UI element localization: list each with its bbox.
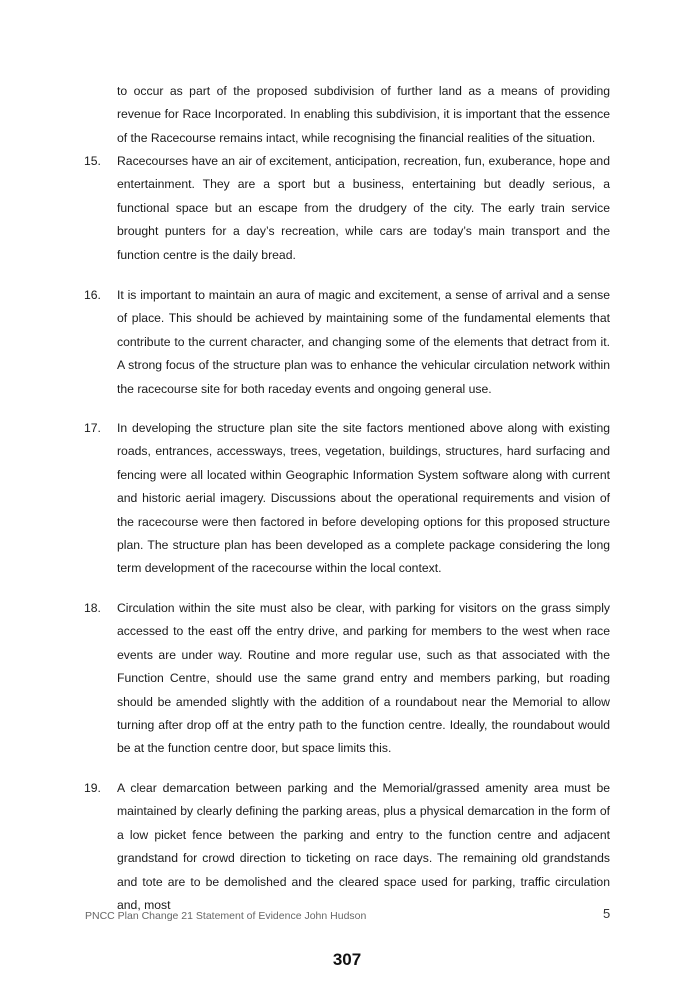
intro-continuation: to occur as part of the proposed subdivision of further land as a means of providing revenue for Race Incorporated. In enabling this subdivision, it is important that the essence of the Racecourse remains intact, while recognising the financial realities of the situation.	[117, 84, 610, 145]
paragraph-15-number: 15.	[84, 154, 101, 168]
paragraph-17-text: In developing the structure plan site the site factors mentioned above along with existing roads, entrances, accessways, trees, vegetation, buildings, structures, hard surfacing and fencing were all located within Geographic Information System software along with current and historic aerial imagery. Discussions about the operational requirements and vision of the racecourse were then factored in before developing options for this proposed structure plan. The structure plan has been developed as a complete package considering the long term development of the racecourse within the local context.	[117, 421, 610, 576]
footer-page-number: 5	[603, 906, 611, 921]
page-stamp-number: 307	[332, 950, 362, 969]
paragraph-16-text: It is important to maintain an aura of magic and excitement, a sense of arrival and a sense of place. This should be achieved by maintaining some of the fundamental elements that contribute to the current character, and changing some of the elements that detract from it. A strong focus of the structure plan was to enhance the vehicular circulation network within the racecourse site for both raceday events and ongoing general use.	[117, 288, 610, 396]
paragraph-15-text: Racecourses have an air of excitement, anticipation, recreation, fun, exuberance, hope and entertainment. They are a sport but a business, entertaining but deadly serious, a functional space but an escape from the drudgery of the city. The early train service brought punters for a day’s recreation, while cars are today’s main transport and the function centre is the daily bread.	[117, 154, 610, 262]
footer-document-title: PNCC Plan Change 21 Statement of Evidence John Hudson	[85, 910, 367, 922]
paragraph-18-number: 18.	[84, 601, 101, 615]
paragraph-17-number: 17.	[84, 421, 101, 435]
paragraph-16-number: 16.	[84, 288, 101, 302]
paragraph-19-text: A clear demarcation between parking and the Memorial/grassed amenity area must be maintained by clearly defining the parking areas, plus a physical demarcation in the form of a low picket fence between the parking and entry to the function centre and adjacent grandstand for crowd direction to ticketing on race days. The remaining old grandstands and tote are to be demolished and the cleared space used for parking, traffic circulation and, most	[117, 781, 610, 913]
paragraph-18-text: Circulation within the site must also be clear, with parking for visitors on the grass simply accessed to the east off the entry drive, and parking for members to the west when race events are under way. Routine and more regular use, such as that associated with the Function Centre, should use the same grand entry and members parking, but roading should be amended slightly with the addition of a roundabout near the Memorial to allow turning after drop off at the entry path to the function centre. Ideally, the roundabout would be at the function centre door, but space limits this.	[117, 601, 610, 756]
paragraph-19-number: 19.	[84, 781, 101, 795]
